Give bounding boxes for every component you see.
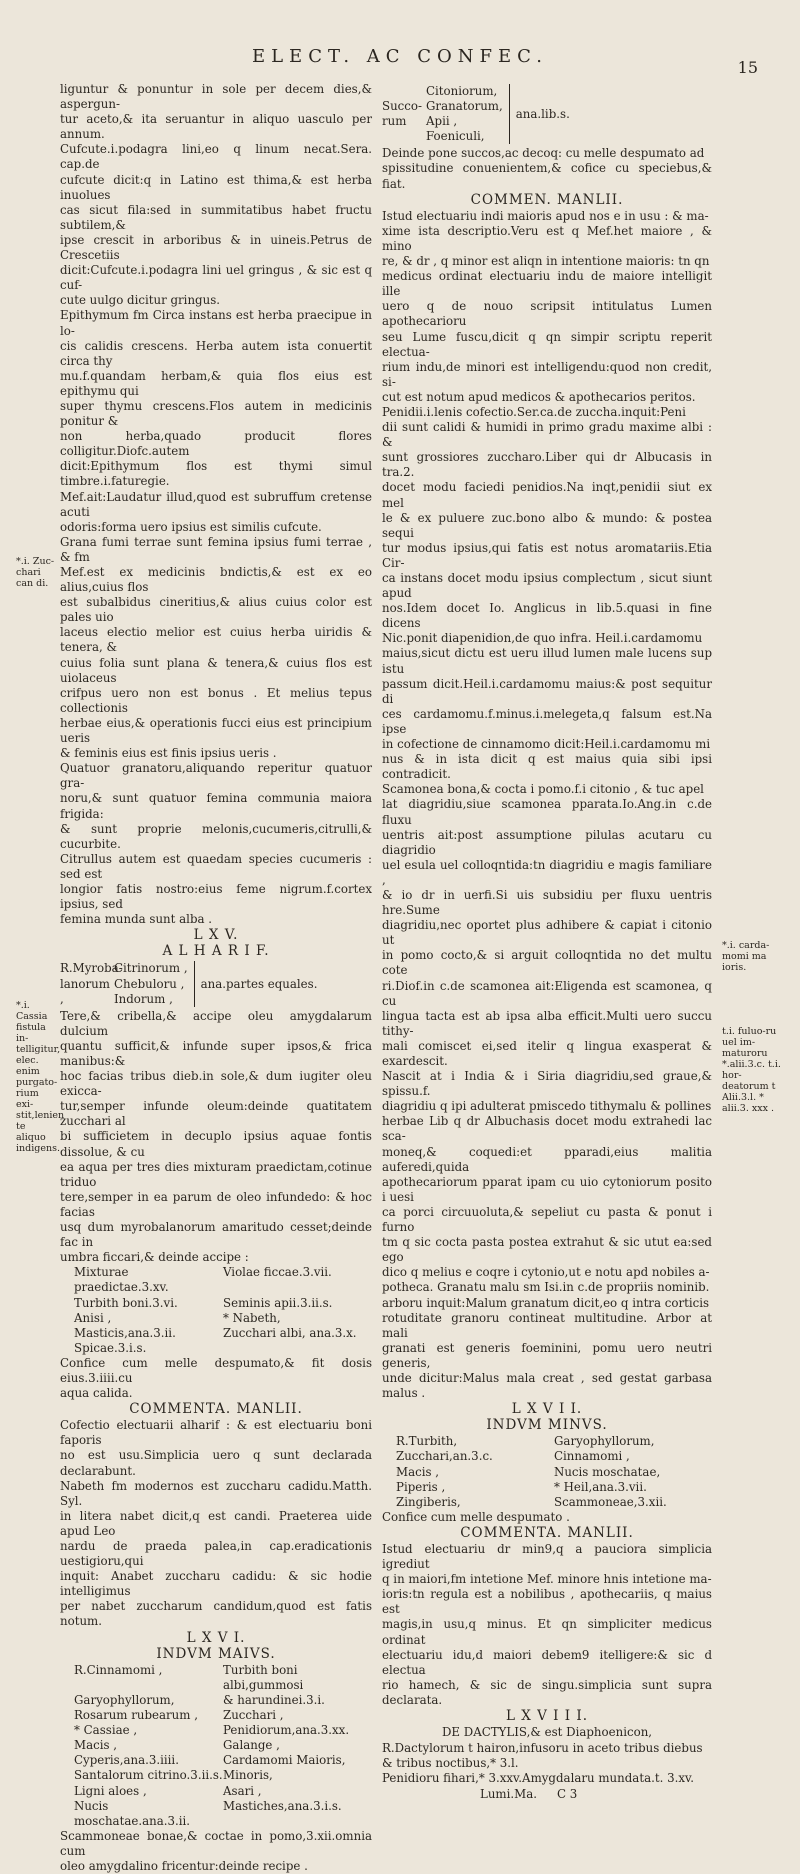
text-line: passum dicit.Heil.i.cardamomu maius:& post sequitur di <box>382 676 712 706</box>
left-text-block-3 <box>60 1356 372 1401</box>
right-text-block-2 <box>382 209 712 1401</box>
ingredient: Masticis,ana.3.ii. <box>74 1325 176 1340</box>
ingredient: Cardamomi Maioris, <box>223 1753 346 1768</box>
text-line: Confice cum melle despumato . <box>382 1509 570 1524</box>
text-line: R.Dactylorum t hairon,infusoru in aceto tribus diebus <box>382 1741 703 1756</box>
text-line: noru,& sunt quatuor femina communia maiora frigida: <box>60 791 372 821</box>
margin-note: t.i. fuluo-ru uel im-maturoru *.alii.3.c. t.i. hor-deatorum t Alii.3.l. * alii.3. xxx . <box>722 1026 781 1114</box>
ingredient: Nucis moschatae.ana.3.ii. <box>74 1798 191 1828</box>
catchword: Lumi.Ma. <box>479 1786 537 1801</box>
commentary-heading: COMMEN. MANLII. <box>470 191 624 208</box>
text-line: uero q de nouo scripsit intitulatus Lumen apothecarioru <box>382 299 712 329</box>
text-line: Confice cum melle despumato,& fit dosis eius.3.iiii.cu <box>60 1355 372 1385</box>
text-line: cut est notum apud medicos & apothecarios peritos. <box>382 389 696 404</box>
chapter-number: L X V I. <box>186 1629 246 1646</box>
ingredient: Nucis moschatae, <box>554 1464 661 1479</box>
brace-item: Apii , <box>426 114 458 129</box>
text-line: herbae eius,& operationis fucci eius est principium ueris <box>60 715 372 746</box>
text-line: oleo amygdalino fricentur:deinde recipe . <box>60 1858 308 1873</box>
ingredient: Mixturae praedictae.3.xv. <box>74 1265 169 1295</box>
ingredient: Spicae.3.i.s. <box>74 1340 147 1355</box>
text-line: in pomo cocto,& si arguit colloqntida no det multu cote <box>382 948 712 978</box>
ingredient: Zingiberis, <box>396 1494 461 1509</box>
brace-item: Foeniculi, <box>426 129 485 144</box>
text-line: sunt grossiores zuccharo.Liber qui dr Albucasis in tra.2. <box>382 450 712 480</box>
text-line: ioris:tn regula est a nobilibus , apothecariis, q maius est <box>382 1587 712 1617</box>
text-line: Quatuor granatoru,aliquando reperitur quatuor gra- <box>60 761 372 791</box>
text-line: seu Lume fuscu,dicit q qn simpir scriptu reperit electua- <box>382 329 712 359</box>
ingredient: Asari , <box>223 1783 262 1798</box>
text-line: Cofectio electuarii alharif : & est electuariu boni faporis <box>60 1418 372 1448</box>
text-line: nus & in ista dicit q est maius quia sibi ipsi contradicit. <box>382 752 712 782</box>
text-line: xime ista descriptio.Veru est q Mef.het maiore , & mino <box>382 223 712 253</box>
chapter-title: INDVM MINVS. <box>486 1417 608 1434</box>
succorum-group <box>382 84 712 144</box>
text-line: Tere,& cribella,& accipe oleu amygdalarum dulcium <box>60 1008 372 1038</box>
text-line: longior fatis nostro:eius feme nigrum.f.cortex ipsius, sed <box>60 881 372 912</box>
chapter-title: DE DACTYLIS,& est Diaphoenicon, <box>441 1725 653 1740</box>
text-line: aqua calida. <box>60 1386 133 1401</box>
ingredient: & harundinei.3.i. <box>223 1692 325 1707</box>
text-line: rotuditate granoru contineat multitudine. Arbor at mali <box>382 1310 712 1340</box>
margin-note: *.i. Cassia fistula in-telligitur, elec. enim purgato-rium exi-stit,lenien te aliquo indigens. <box>16 1000 65 1154</box>
right-column <box>382 82 712 1802</box>
brace-quantity: ana.lib.s. <box>515 106 570 121</box>
ingredient <box>223 1341 372 1356</box>
margin-note: *.i. Zuc-chari can di. <box>16 556 55 589</box>
recipe-list <box>382 1434 712 1509</box>
recipe-row <box>396 1495 712 1510</box>
ingredient: Cyperis,ana.3.iiii. <box>74 1753 179 1768</box>
text-line: Scamonea bona,& cocta i pomo.f.i citonio , & tuc apel <box>382 782 704 797</box>
recipe-list <box>60 1265 372 1356</box>
text-line: umbra ficcari,& deinde accipe : <box>60 1250 249 1265</box>
recipe-row <box>74 1326 372 1341</box>
recipe-row <box>74 1738 372 1753</box>
text-line: usq dum myrobalanorum amaritudo cesset;deinde fac in <box>60 1220 372 1250</box>
text-line: & sunt proprie melonis,cucumeris,citrulli,& cucurbite. <box>60 821 372 851</box>
ingredient: Garyophyllorum, <box>554 1434 655 1449</box>
text-line: in cofectione de cinnamomo dicit:Heil.i.cardamomu mi <box>382 737 711 752</box>
chapter-number: L X V I I. <box>511 1401 583 1418</box>
ingredient: Garyophyllorum, <box>74 1692 175 1707</box>
text-line: Istud electuariu indi maioris apud nos e in usu : & ma- <box>382 208 709 223</box>
ingredient: Santalorum citrino.3.ii.s. <box>74 1768 223 1783</box>
text-line: ca instans docet modu ipsius complectum , sicut siunt apud <box>382 571 712 601</box>
ingredient: Penidiorum,ana.3.xx. <box>223 1723 350 1738</box>
text-line: tere,semper in ea parum de oleo infundedo: & hoc facias <box>60 1189 372 1219</box>
recipe-row <box>74 1663 372 1693</box>
text-line: femina munda sunt alba . <box>60 912 213 927</box>
text-line: ipse crescit in arboribus & in uineis.Petrus de Crescetiis <box>60 232 372 263</box>
text-line: inquit: Anabet zuccharu cadidu: & sic hodie intelligimus <box>60 1569 372 1599</box>
ingredient: Ligni aloes , <box>74 1783 147 1798</box>
running-head: ELECT. AC CONFEC. <box>251 46 549 67</box>
ingredient: Zucchari,an.3.c. <box>396 1449 493 1464</box>
text-line: uel esula uel colloqntida:tn diagridiu e magis familiare , <box>382 857 712 887</box>
text-line: dicit:Epithymum flos est thymi simul timbre.i.faturegie. <box>60 459 372 489</box>
text-line: lingua tacta est ab ipsa alba efficit.Multi uero succu tithy- <box>382 1008 712 1038</box>
left-text-block-4 <box>60 1418 372 1629</box>
ingredient: Galange , <box>223 1738 280 1753</box>
text-line: per nabet zuccharum candidum,quod est fatis notum. <box>60 1599 372 1629</box>
text-line: tur aceto,& ita seruantur in aliquo uasculo per annum. <box>60 112 372 142</box>
left-text-block-2 <box>60 1009 372 1266</box>
text-line: diagridiu,nec oportet plus adhibere & capiat i citonio ut <box>382 918 712 948</box>
margin-note: *.i. carda-momi ma ioris. <box>722 940 770 973</box>
ingredient: * Nabeth, <box>223 1310 281 1325</box>
text-line: q in maiori,fm intetione Mef. minore hnis intetione ma- <box>382 1572 712 1587</box>
text-line: crifpus uero non est bonus . Et melius tepus collectionis <box>60 685 372 715</box>
text-line: dico q melius e coqre i cytonio,ut e notu apd nobiles a- <box>382 1265 710 1280</box>
ingredient: R.Cinnamomi , <box>74 1662 163 1677</box>
recipe-row <box>74 1708 372 1723</box>
right-text-block-1 <box>382 146 712 191</box>
recipe-row <box>74 1799 372 1829</box>
text-line: cas sicut fila:sed in summitatibus habet fructu subtilem,& <box>60 202 372 232</box>
text-line: diagridiu q ipi adulterat pmiscedo tithymalu & pollines <box>382 1099 712 1114</box>
text-line: liguntur & ponuntur in sole per decem dies,& aspergun- <box>60 82 372 112</box>
text-line: Istud electuariu dr min9,q a pauciora simplicia igrediut <box>382 1542 712 1572</box>
recipe-row <box>74 1753 372 1768</box>
text-line: spissitudine conuenientem,& cofice cu speciebus,& fiat. <box>382 161 712 191</box>
text-line: granati est generis foeminini, pomu uero neutri generis, <box>382 1340 712 1370</box>
text-line: cufcute dicit:q in Latino est thima,& est herba inuolues <box>60 172 372 202</box>
text-line: unde dicitur:Malus mala creat , sed gestat garbasa malus . <box>382 1370 712 1401</box>
ingredient: R.Turbith, <box>396 1434 458 1449</box>
signature-mark: C 3 <box>557 1786 578 1801</box>
recipe-row <box>74 1768 372 1783</box>
text-line: electuariu idu,d maiori debem9 itelligere:& sic d electua <box>382 1647 712 1677</box>
recipe-row <box>74 1341 372 1356</box>
text-line: ces cardamomu.f.minus.i.melegeta,q falsum est.Na ipse <box>382 706 712 736</box>
text-line: tur modus ipsius,qui fatis est notus aromatariis.Etia Cir- <box>382 540 712 570</box>
text-line: magis,in usu,q minus. Et qn simpliciter medicus ordinat <box>382 1617 712 1647</box>
text-line: herbae Lib q dr Albuchasis docet modu extrahedi lac sca- <box>382 1114 712 1144</box>
text-line: docet modu faciedi penidios.Na inqt,penidii siut ex mel <box>382 480 712 510</box>
text-line: le & ex puluere zuc.bono albo & mundo: & postea sequi <box>382 510 712 540</box>
text-line: non herba,quado producit flores colligitur.Diofc.autem <box>60 429 372 459</box>
text-line: rium indu,de minori est intelligendu:quod non credit, si- <box>382 359 712 389</box>
left-text-block-1 <box>60 82 372 927</box>
left-column <box>60 82 372 1874</box>
chapter-number: L X V. <box>193 927 239 944</box>
ingredient: * Heil,ana.3.vii. <box>554 1479 647 1494</box>
ingredient: Piperis , <box>396 1479 446 1494</box>
text-line: odoris:forma uero ipsius est similis cufcute. <box>60 519 322 534</box>
ingredient: Violae ficcae.3.vii. <box>223 1265 332 1280</box>
text-line: no est usu.Simplicia uero q sunt declarada declarabunt. <box>60 1448 372 1478</box>
brace-item: Citoniorum, <box>426 84 498 98</box>
text-line: Mef.est ex medicinis bndictis,& est ex eo alius,cuius flos <box>60 565 372 595</box>
ingredient: Turbith boni.3.vi. <box>74 1295 178 1310</box>
commentary-heading: COMMENTA. MANLII. <box>129 1401 303 1418</box>
text-line: hoc facias tribus dieb.in sole,& dum iugiter oleu exicca- <box>60 1069 372 1099</box>
chapter-title: INDVM MAIVS. <box>156 1645 276 1662</box>
text-line: Mef.ait:Laudatur illud,quod est subruffum cretense acuti <box>60 489 372 519</box>
text-line: potheca. Granatu malu sm Isi.in c.de propriis nominib. <box>382 1280 710 1295</box>
recipe-row <box>74 1265 372 1295</box>
ingredient: Anisi , <box>74 1310 112 1325</box>
text-line: apothecariorum pparat ipam cu uio cytoniorum posito i uesi <box>382 1174 712 1204</box>
text-line: & feminis eius est finis ipsius ueris . <box>60 746 277 761</box>
brace-list <box>426 84 510 144</box>
chapter-number: L X V I I I. <box>505 1708 589 1725</box>
brace-item: Citrinorum , <box>114 961 188 976</box>
text-line: Scammoneae bonae,& coctae in pomo,3.xii.omnia cum <box>60 1828 372 1858</box>
text-line: Nascit at i India & i Siria diagridiu,sed graue,& spissu.f. <box>382 1069 712 1099</box>
recipe-row <box>74 1693 372 1708</box>
text-line: tur,semper infunde oleum:deinde quatitatem zucchari al <box>60 1099 372 1129</box>
ingredient: Zucchari albi, ana.3.x. <box>223 1325 357 1340</box>
text-line: laceus electio melior est cuius herba uiridis & tenera, & <box>60 625 372 655</box>
ingredient: Turbith boni albi,gummosi <box>223 1662 304 1692</box>
recipe-row <box>396 1465 712 1480</box>
text-line: Cufcute.i.podagra lini,eo q linum necat.Sera. cap.de <box>60 142 372 172</box>
text-line: quantu sufficit,& infunde super ipsos,& frica manibus:& <box>60 1038 372 1068</box>
commentary-heading: COMMENTA. MANLII. <box>460 1524 634 1541</box>
text-line: ri.Diof.in c.de scamonea ait:Eligenda est scamonea, q cu <box>382 978 712 1008</box>
text-line: mali comiscet ei,sed itelir q lingua exasperat & exardescit. <box>382 1038 712 1068</box>
text-line: Grana fumi terrae sunt femina ipsius fumi terrae , & fm <box>60 534 372 564</box>
text-line: in litera nabet dicit,q est candi. Praeterea uide apud Leo <box>60 1508 372 1538</box>
text-line: cis calidis crescens. Herba autem ista conuertit circa thy <box>60 338 372 368</box>
text-line: maius,sicut dictu est ueru illud lumen male lucens sup istu <box>382 646 712 676</box>
myrobalan-group <box>60 961 372 1006</box>
text-line: medicus ordinat electuariu indu de maiore intelligit ille <box>382 269 712 299</box>
ingredient: Seminis apii.3.ii.s. <box>223 1295 333 1310</box>
chapter-title: A L H A R I F. <box>162 943 270 960</box>
brace-quantity: ana.partes equales. <box>200 976 318 991</box>
ingredient: * Cassiae , <box>74 1723 138 1738</box>
right-text-block-5 <box>382 1741 712 1786</box>
text-line: Penidii.i.lenis cofectio.Ser.ca.de zuccha.inquit:Peni <box>382 404 686 419</box>
ingredient: Macis , <box>74 1738 118 1753</box>
text-line: nos.Idem docet Io. Anglicus in lib.5.quasi in fine dicens <box>382 601 712 631</box>
ingredient: Minoris, <box>223 1768 273 1783</box>
brace-label: Succo-rum <box>382 99 422 129</box>
text-line: Deinde pone succos,ac decoq: cu melle despumato ad <box>382 146 705 161</box>
recipe-row <box>74 1311 372 1326</box>
text-line: arboru inquit:Malum granatum dicit,eo q intra corticis <box>382 1295 710 1310</box>
recipe-list <box>60 1663 372 1829</box>
text-line: bi sufficietem in decuplo ipsius aquae fontis dissolue, & cu <box>60 1129 372 1159</box>
ingredient: Scammoneae,3.xii. <box>554 1494 667 1509</box>
text-line: tm q sic cocta pasta postea extrahut & sic utut ea:sed ego <box>382 1235 712 1265</box>
recipe-row <box>74 1784 372 1799</box>
ingredient: Cinnamomi , <box>554 1449 630 1464</box>
page-number: 15 <box>737 58 758 77</box>
text-line: lat diagridiu,siue scamonea pparata.Io.Ang.in c.de fluxu <box>382 797 712 827</box>
text-line: Citrullus autem est quaedam species cucumeris : sed est <box>60 851 372 881</box>
text-line: uentris ait:post assumptione pilulas acutaru cu diagridio <box>382 827 712 857</box>
text-line: nardu de praeda palea,in cap.eradicationis uestigioru,qui <box>60 1539 372 1569</box>
text-line: rio hamech, & sic de singu.simplicia sunt supra declarata. <box>382 1677 712 1707</box>
brace-item: Granatorum, <box>426 99 503 114</box>
brace-list <box>114 961 195 1006</box>
ingredient: Rosarum rubearum , <box>74 1708 198 1723</box>
text-line: Nabeth fm modernos est zuccharu cadidu.Matth. Syl. <box>60 1478 372 1508</box>
text-line: Epithymum fm Circa instans est herba praecipue in lo- <box>60 308 372 338</box>
recipe-row <box>396 1480 712 1495</box>
text-line: ca porci circuuoluta,& sepeliut cu pasta & ponut i furno <box>382 1204 712 1235</box>
ingredient: Macis , <box>396 1464 440 1479</box>
recipe-row <box>74 1723 372 1738</box>
text-line: & tribus noctibus,* 3.l. <box>382 1756 519 1771</box>
text-line: ea aqua per tres dies mixturam praedictam,cotinue triduo <box>60 1159 372 1189</box>
text-line: dicit:Cufcute.i.podagra lini uel gringus , & sic est q cuf- <box>60 263 372 293</box>
recipe-row <box>396 1449 712 1464</box>
text-line: & io dr in uerfi.Si uis subsidiu per fluxu uentris hre.Sume <box>382 887 712 918</box>
right-text-block-4 <box>382 1542 712 1708</box>
brace-item: Chebuloru , <box>114 976 185 991</box>
text-line: cute uulgo dicitur gringus. <box>60 293 220 308</box>
text-line: est subalbidus cineritius,& alius cuius color est pales uio <box>60 595 372 625</box>
text-line: super thymu crescens.Flos autem in medicinis ponitur & <box>60 398 372 429</box>
text-line: cuius folia sunt plana & tenera,& cuius flos est uiolaceus <box>60 655 372 685</box>
left-text-block-5 <box>60 1829 372 1874</box>
text-line: moneq,& coquedi:et pparadi,eius malitia auferedi,quida <box>382 1144 712 1174</box>
ingredient: Mastiches,ana.3.i.s. <box>223 1798 342 1813</box>
text-line: Nic.ponit diapenidion,de quo infra. Heil.i.cardamomu <box>382 631 703 646</box>
text-line: mu.f.quandam herbam,& quia flos eius est epithymu qui <box>60 368 372 398</box>
text-line: Penidioru fihari,* 3.xxv.Amygdalaru mundata.t. 3.xv. <box>382 1771 695 1786</box>
text-line: re, & dr , q minor est aliqn in intentione maioris: tn qn <box>382 254 710 269</box>
brace-label: R.Myroba-lanorum , <box>60 961 123 1006</box>
recipe-row <box>74 1296 372 1311</box>
ingredient: Zucchari , <box>223 1708 284 1723</box>
recipe-row <box>396 1434 712 1449</box>
text-line: dii sunt calidi & humidi in primo gradu maxime albi : & <box>382 420 712 450</box>
footer-line <box>382 1787 712 1802</box>
brace-item: Indorum , <box>114 991 173 1006</box>
right-text-block-3 <box>382 1510 712 1525</box>
